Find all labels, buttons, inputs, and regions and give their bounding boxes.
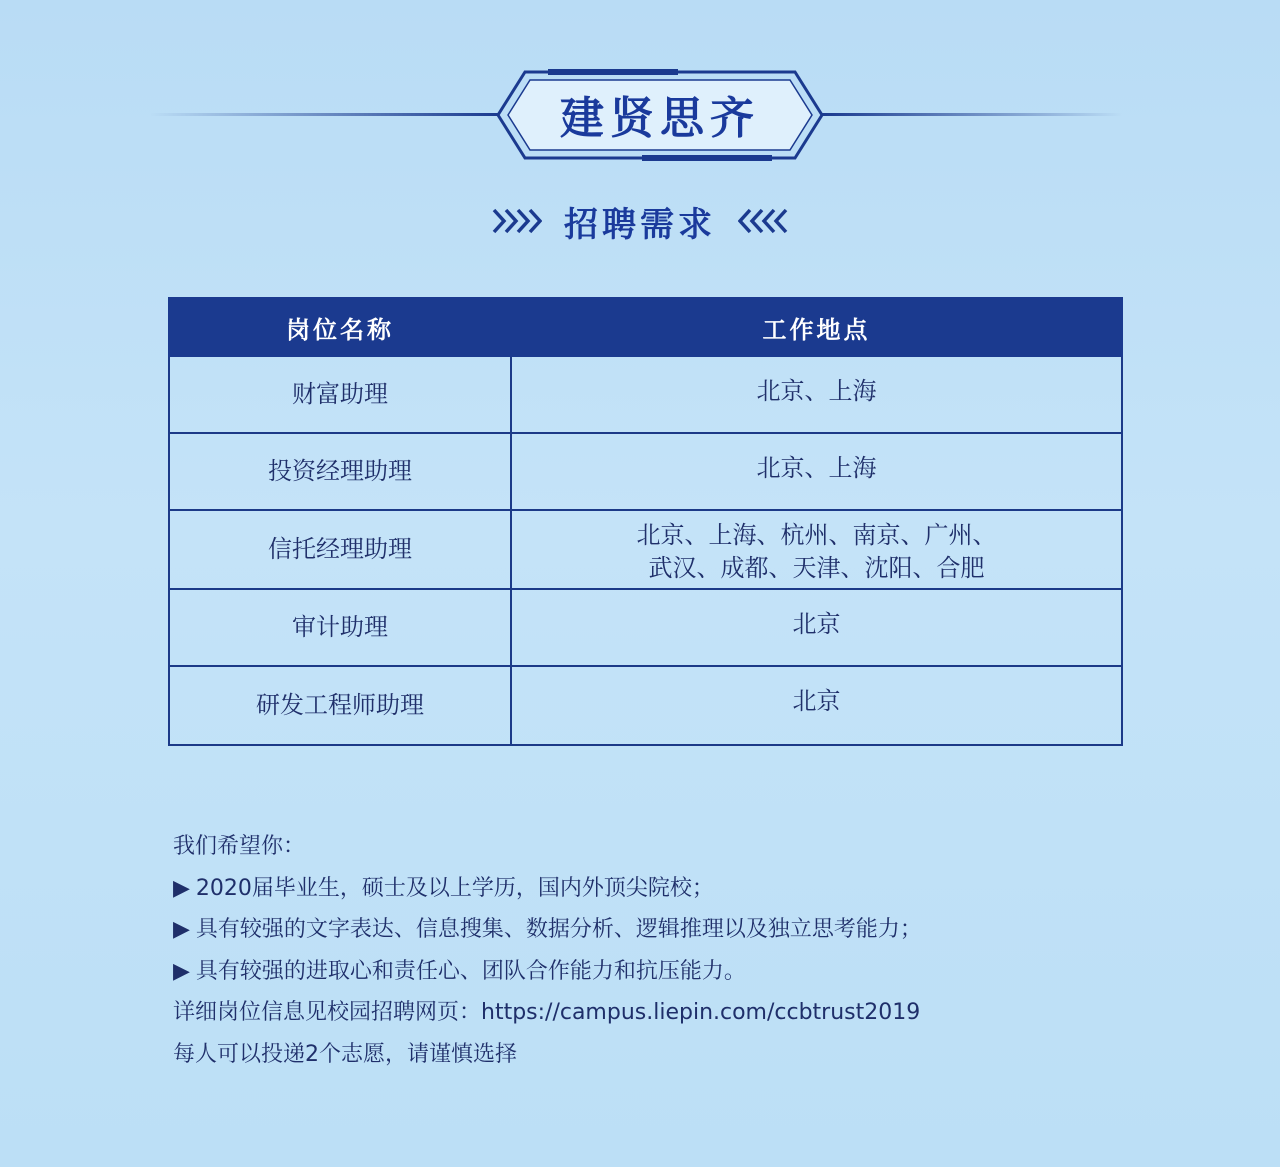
location-cell: [511, 589, 1122, 666]
subtitle-row: [440, 196, 840, 246]
location-text: 北京: [792, 610, 841, 638]
table-row: [169, 356, 1122, 433]
requirement-text: 2020届毕业生，硕士及以上学历，国内外顶尖院校；: [195, 875, 714, 901]
location-text: 北京、上海: [756, 454, 877, 482]
banner-bottom-accent: [642, 155, 772, 161]
location-cell: [511, 356, 1122, 433]
double-chevron-right-icon: [492, 206, 542, 236]
triangle-bullet-icon: ▶: [173, 875, 190, 901]
location-cell: [511, 510, 1122, 589]
position-cell: 投资经理助理: [169, 433, 511, 510]
table-header-row: [169, 298, 1122, 356]
location-text: 武汉、成都、天津、沈阳、合肥: [648, 554, 985, 582]
location-text: 北京、上海: [756, 377, 877, 405]
requirement-text: 具有较强的文字表达、信息搜集、数据分析、逻辑推理以及独立思考能力；: [195, 917, 922, 942]
header-location: 工作地点: [511, 298, 1122, 356]
requirement-text: 具有较强的进取心和责任心、团队合作能力和抗压能力。: [195, 958, 746, 984]
header-position: 岗位名称: [169, 298, 511, 356]
recruitment-table: [168, 297, 1123, 746]
position-cell: 信托经理助理: [169, 510, 511, 589]
double-chevron-left-icon: [738, 206, 788, 236]
triangle-bullet-icon: ▶: [173, 958, 190, 984]
triangle-bullet-icon: ▶: [173, 917, 190, 942]
location-text: 北京、上海、杭州、南京、广州、: [636, 521, 997, 549]
position-cell: 审计助理: [169, 589, 511, 666]
banner-line-right: [822, 113, 1122, 116]
requirements-notes: [173, 826, 1173, 1075]
banner-top-accent: [548, 69, 678, 75]
section-title: 招聘需求: [564, 204, 716, 245]
application-limit-line: 每人可以投递2个志愿，请谨慎选择: [173, 1041, 517, 1067]
table-row: [169, 589, 1122, 666]
campus-link-line: 详细岗位信息见校园招聘网页：https://campus.liepin.com/ccbtrust2019: [173, 1000, 921, 1025]
position-cell: 研发工程师助理: [169, 666, 511, 745]
requirement-item: [173, 909, 1173, 951]
location-cell: [511, 433, 1122, 510]
banner-line-left: [150, 113, 498, 116]
table-row: [169, 433, 1122, 510]
requirement-item: [173, 951, 1173, 993]
requirement-item: [173, 868, 1173, 910]
table-row: [169, 666, 1122, 745]
table-row: [169, 510, 1122, 589]
banner-title: 建贤思齐: [560, 93, 760, 144]
position-cell: 财富助理: [169, 356, 511, 433]
location-cell: [511, 666, 1122, 745]
notes-heading: 我们希望你：: [173, 834, 306, 859]
location-text: 北京: [792, 687, 841, 715]
